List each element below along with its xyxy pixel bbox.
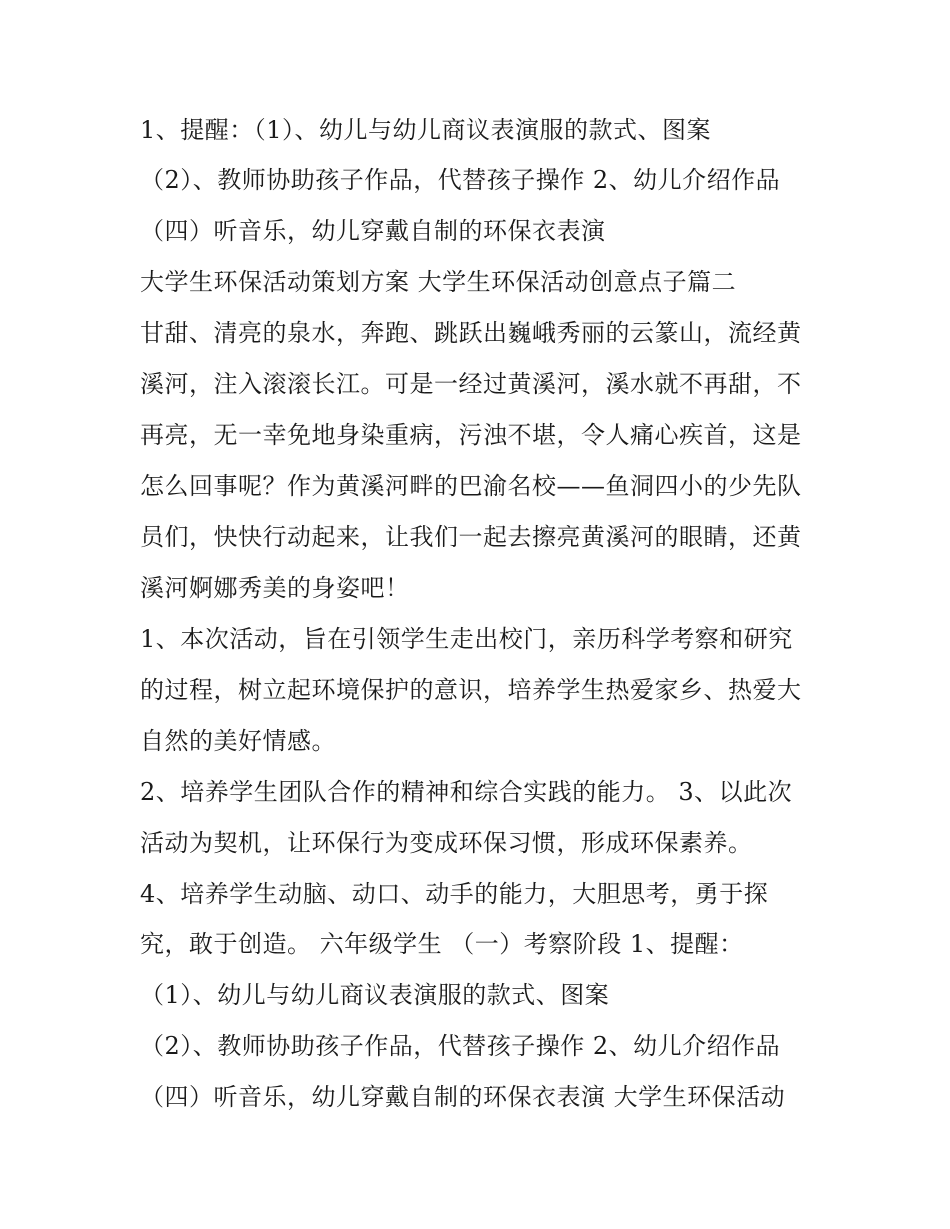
text-line: 溪河，注入滚滚长江。可是一经过黄溪河，溪水就不再甜，不 — [140, 370, 802, 398]
text-line: 1、本次活动，旨在引领学生走出校门，亲历科学考察和研究 — [140, 625, 793, 653]
text-line: 甘甜、清亮的泉水，奔跑、跳跃出巍峨秀丽的云篆山，流经黄 — [140, 319, 802, 347]
text-line: 再亮，无一幸免地身染重病，污浊不堪，令人痛心疾首，这是 — [140, 421, 802, 449]
text-line: （2）、教师协助孩子作品，代替孩子操作 2、幼儿介绍作品 — [140, 1032, 781, 1060]
text-line: 4、培养学生动脑、动口、动手的能力，大胆思考，勇于探 — [140, 880, 769, 908]
text-line: （2）、教师协助孩子作品，代替孩子操作 2、幼儿介绍作品 — [140, 166, 781, 194]
text-line: 怎么回事呢？作为黄溪河畔的巴渝名校——鱼洞四小的少先队 — [140, 472, 802, 500]
text-line: 员们，快快行动起来，让我们一起去擦亮黄溪河的眼睛，还黄 — [140, 523, 802, 551]
text-line: 1、提醒：（1）、幼儿与幼儿商议表演服的款式、图案 — [140, 116, 712, 144]
text-line: 自然的美好情感。 — [140, 727, 336, 755]
text-line: 究，敢于创造。 六年级学生 （一）考察阶段 1、提醒： — [140, 930, 744, 958]
text-line: 活动为契机，让环保行为变成环保习惯，形成环保素养。 — [140, 829, 753, 857]
text-line: （四）听音乐，幼儿穿戴自制的环保衣表演 大学生环保活动 — [140, 1083, 786, 1111]
text-line: 大学生环保活动策划方案 大学生环保活动创意点子篇二 — [140, 268, 737, 296]
text-line: （四）听音乐，幼儿穿戴自制的环保衣表演 — [140, 217, 606, 245]
text-line: （1）、幼儿与幼儿商议表演服的款式、图案 — [140, 981, 610, 1009]
text-line: 溪河婀娜秀美的身姿吧！ — [140, 574, 410, 602]
text-line: 的过程，树立起环境保护的意识，培养学生热爱家乡、热爱大 — [140, 676, 802, 704]
text-line: 2、培养学生团队合作的精神和综合实践的能力。 3、以此次 — [140, 778, 793, 806]
